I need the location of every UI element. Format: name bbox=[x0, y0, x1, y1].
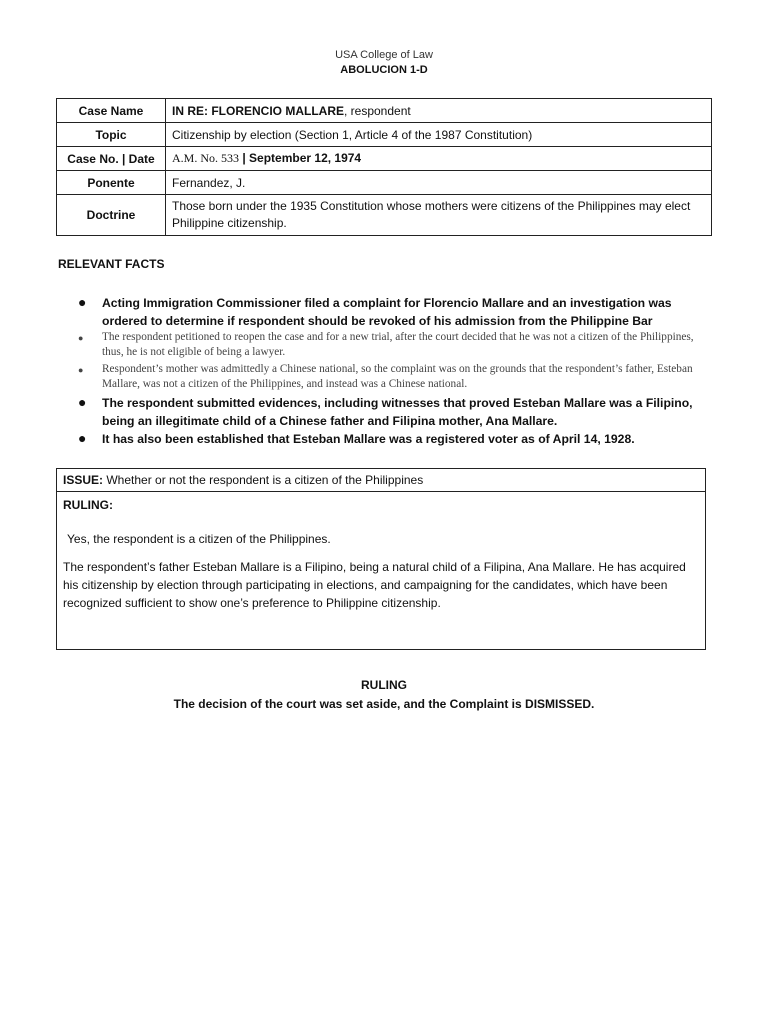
ponente-label: Ponente bbox=[57, 171, 166, 195]
case-digest-table bbox=[56, 98, 712, 236]
issue-line bbox=[57, 469, 705, 492]
list-item bbox=[78, 430, 712, 448]
case-name-name: FLORENCIO MALLARE bbox=[211, 103, 344, 118]
fact-text: It has also been established that Esteban Mallare was a registered voter as of April 14, 1928. bbox=[102, 432, 635, 446]
final-ruling-text: The decision of the court was set aside, and the Complaint is DISMISSED. bbox=[173, 697, 595, 711]
case-number: A.M. No. 533 bbox=[172, 151, 240, 165]
facts-list bbox=[78, 294, 712, 448]
list-item bbox=[78, 394, 712, 430]
case-name-prefix: IN RE: bbox=[172, 103, 212, 118]
bullet-icon: ● bbox=[78, 430, 87, 446]
bullet-icon: ● bbox=[78, 333, 84, 343]
fact-text: The respondent submitted evidences, including witnesses that proved Esteban Mallare was a Filipino, being an illegitimate child of a Chinese father and Filipina mother, Ana Mallare. bbox=[102, 396, 693, 428]
ponente-value: Fernandez, J. bbox=[166, 171, 712, 195]
case-name-value bbox=[166, 99, 712, 123]
school-name: USA College of Law bbox=[335, 49, 433, 61]
ponente-row bbox=[57, 171, 712, 195]
fact-text: Respondent’s mother was admittedly a Chinese national, so the complaint was on the grounds that the respondent’s father, Esteban Mallare, was not a citizen of the Philippines, and instead was a Chinese national. bbox=[102, 363, 693, 390]
list-item bbox=[78, 362, 712, 392]
case-no-label: Case No. | Date bbox=[57, 147, 166, 171]
bullet-icon: ● bbox=[78, 365, 84, 375]
case-no-value bbox=[166, 147, 712, 171]
case-date: | September 12, 1974 bbox=[239, 151, 362, 165]
case-name-label: Case Name bbox=[57, 99, 166, 123]
case-no-row bbox=[57, 147, 712, 171]
list-item bbox=[78, 294, 712, 330]
list-item bbox=[78, 330, 712, 360]
doctrine-value: Those born under the 1935 Constitution whose mothers were citizens of the Philippines may elect Philippine citizenship. bbox=[166, 195, 712, 236]
bullet-icon: ● bbox=[78, 294, 87, 310]
case-name-row bbox=[57, 99, 712, 123]
ruling-body bbox=[57, 492, 705, 616]
ruling-answer: Yes, the respondent is a citizen of the Philippines. bbox=[67, 532, 331, 546]
relevant-facts-heading: RELEVANT FACTS bbox=[58, 257, 165, 271]
doctrine-label: Doctrine bbox=[57, 195, 166, 236]
bullet-icon: ● bbox=[78, 394, 87, 410]
topic-label: Topic bbox=[57, 123, 166, 147]
issue-label: ISSUE: bbox=[63, 473, 104, 487]
case-name-suffix: , respondent bbox=[344, 103, 411, 118]
final-ruling bbox=[0, 676, 768, 714]
ruling-label: RULING: bbox=[63, 498, 113, 512]
fact-text: Acting Immigration Commissioner filed a complaint for Florencio Mallare and an investigation was ordered to determine if respondent should be revoked of his admission from the Philippine Bar bbox=[102, 296, 672, 328]
topic-value: Citizenship by election (Section 1, Article 4 of the 1987 Constitution) bbox=[166, 123, 712, 147]
document-header bbox=[0, 47, 768, 78]
issue-ruling-box bbox=[56, 468, 706, 650]
issue-text: Whether or not the respondent is a citizen of the Philippines bbox=[103, 473, 424, 487]
author-name: ABOLUCION 1-D bbox=[340, 64, 428, 76]
doctrine-row bbox=[57, 195, 712, 236]
ruling-text: The respondent’s father Esteban Mallare is a Filipino, being a natural child of a Filipina, Ana Mallare. He has acquired his citizenship by election through participating in elections, and campaigning for the candidates, which have been recognized sufficient to show one’s preference to Philippine citizenship. bbox=[63, 560, 686, 610]
final-ruling-heading: RULING bbox=[361, 678, 407, 692]
topic-row bbox=[57, 123, 712, 147]
fact-text: The respondent petitioned to reopen the case and for a new trial, after the court decided that he was not a citizen of the Philippines, thus, he is not eligible of being a lawyer. bbox=[102, 331, 694, 358]
